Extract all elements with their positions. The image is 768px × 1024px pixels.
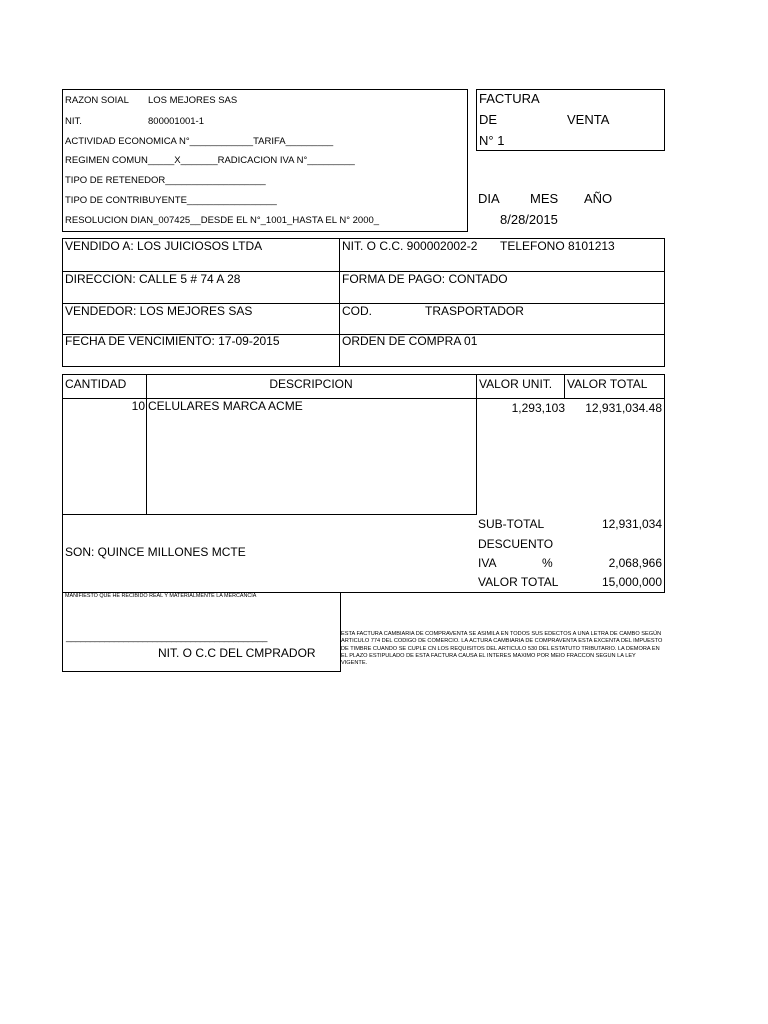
item-descripcion: CELULARES MARCA ACME (148, 399, 303, 413)
cod-label: COD. (342, 304, 372, 318)
valor-total-label: VALOR TOTAL (478, 575, 559, 589)
trasportador-label: TRASPORTADOR (425, 304, 524, 318)
vendido-a: VENDIDO A: LOS JUICIOSOS LTDA (65, 239, 263, 253)
header-valor-total: VALOR TOTAL (567, 377, 648, 391)
son-amount-words: SON: QUINCE MILLONES MCTE (65, 545, 246, 559)
customer-telefono: TELEFONO 8101213 (500, 239, 615, 253)
nit-label: NIT. (65, 116, 82, 127)
iva-label: IVA (478, 556, 497, 570)
item-cantidad: 10 (131, 399, 145, 413)
vendedor: VENDEDOR: LOS MEJORES SAS (65, 304, 253, 318)
legal-text: ESTA FACTURA CAMBIARIA DE COMPRAVENTA SE ASIMILA EN TODOS SUS EDECTOS A UNA LETRA DE CAMBO SEGÚN ARTICULO 774 DEL CODIGO DE COMERCIO. LA ACTURA CAMBIARIA DE COMPRAVENTA ESTA EXCENTA DEL IMPUESTO DE TIMBRE CUANDO SE CUPLE CN LOS REQUISITOS DEL ARTICULO 530 DEL ESTATUTO TRIBUTARIO. LA DEMORA EN EL PLAZO ESTIPULADO DE ESTA FACTURA CAUSA EL INTERES MAXIMO POR MEIO FRACCON SEGUN LA LEY VIGENTE. (341, 631, 663, 667)
customer-nit: NIT. O C.C. 900002002-2 (342, 239, 478, 253)
invoice-label-venta: VENTA (567, 112, 610, 127)
iva-percent: % (542, 556, 553, 570)
date-ano-label: AÑO (584, 191, 613, 206)
resolucion-dian: RESOLUCION DIAN_007425__DESDE EL N°_1001_HASTA EL N° 2000_ (65, 215, 380, 226)
tipo-contribuyente: TIPO DE CONTRIBUYENTE_________________ (65, 195, 277, 206)
header-descripcion: DESCRIPCION (269, 377, 353, 391)
customer-direccion: DIRECCION: CALLE 5 # 74 A 28 (65, 272, 241, 286)
invoice-date: 8/28/2015 (500, 212, 558, 227)
razon-social-label: RAZON SOIAL (65, 95, 129, 106)
subtotal-label: SUB-TOTAL (478, 517, 545, 531)
signature-label: NIT. O C.C DEL CMPRADOR (158, 646, 316, 660)
date-dia-label: DIA (478, 191, 500, 206)
iva-value: 2,068,966 (608, 556, 662, 570)
descuento-label: DESCUENTO (478, 537, 554, 551)
actividad-economica: ACTIVIDAD ECONOMICA N°____________TARIFA_________ (65, 136, 334, 147)
header-cantidad: CANTIDAD (65, 377, 127, 391)
invoice-label-de: DE (479, 112, 498, 127)
item-valor-unit: 1,293,103 (511, 401, 565, 415)
forma-de-pago: FORMA DE PAGO: CONTADO (342, 272, 508, 286)
invoice-number: N° 1 (479, 133, 505, 148)
manifiesto-text: MANIFIESTO QUE HE RECIBIDO REAL Y MATERIALMENTE LA MERCANCIA (65, 593, 257, 599)
regimen-comun: REGIMEN COMUN_____X_______RADICACION IVA N°_________ (65, 155, 355, 166)
signature-line: __________________________________________ (66, 632, 267, 643)
tipo-retenedor: TIPO DE RETENEDOR___________________ (65, 175, 266, 186)
nit-value: 800001001-1 (148, 116, 204, 127)
item-valor-total: 12,931,034.48 (585, 401, 662, 415)
razon-social-value: LOS MEJORES SAS (148, 95, 238, 106)
invoice-label-factura: FACTURA (479, 91, 540, 106)
orden-de-compra: ORDEN DE COMPRA 01 (342, 334, 478, 348)
valor-total-value: 15,000,000 (601, 575, 662, 589)
date-mes-label: MES (530, 191, 559, 206)
subtotal-value: 12,931,034 (601, 517, 662, 531)
fecha-vencimiento: FECHA DE VENCIMIENTO: 17-09-2015 (65, 334, 280, 348)
header-valor-unit: VALOR UNIT. (479, 377, 553, 391)
